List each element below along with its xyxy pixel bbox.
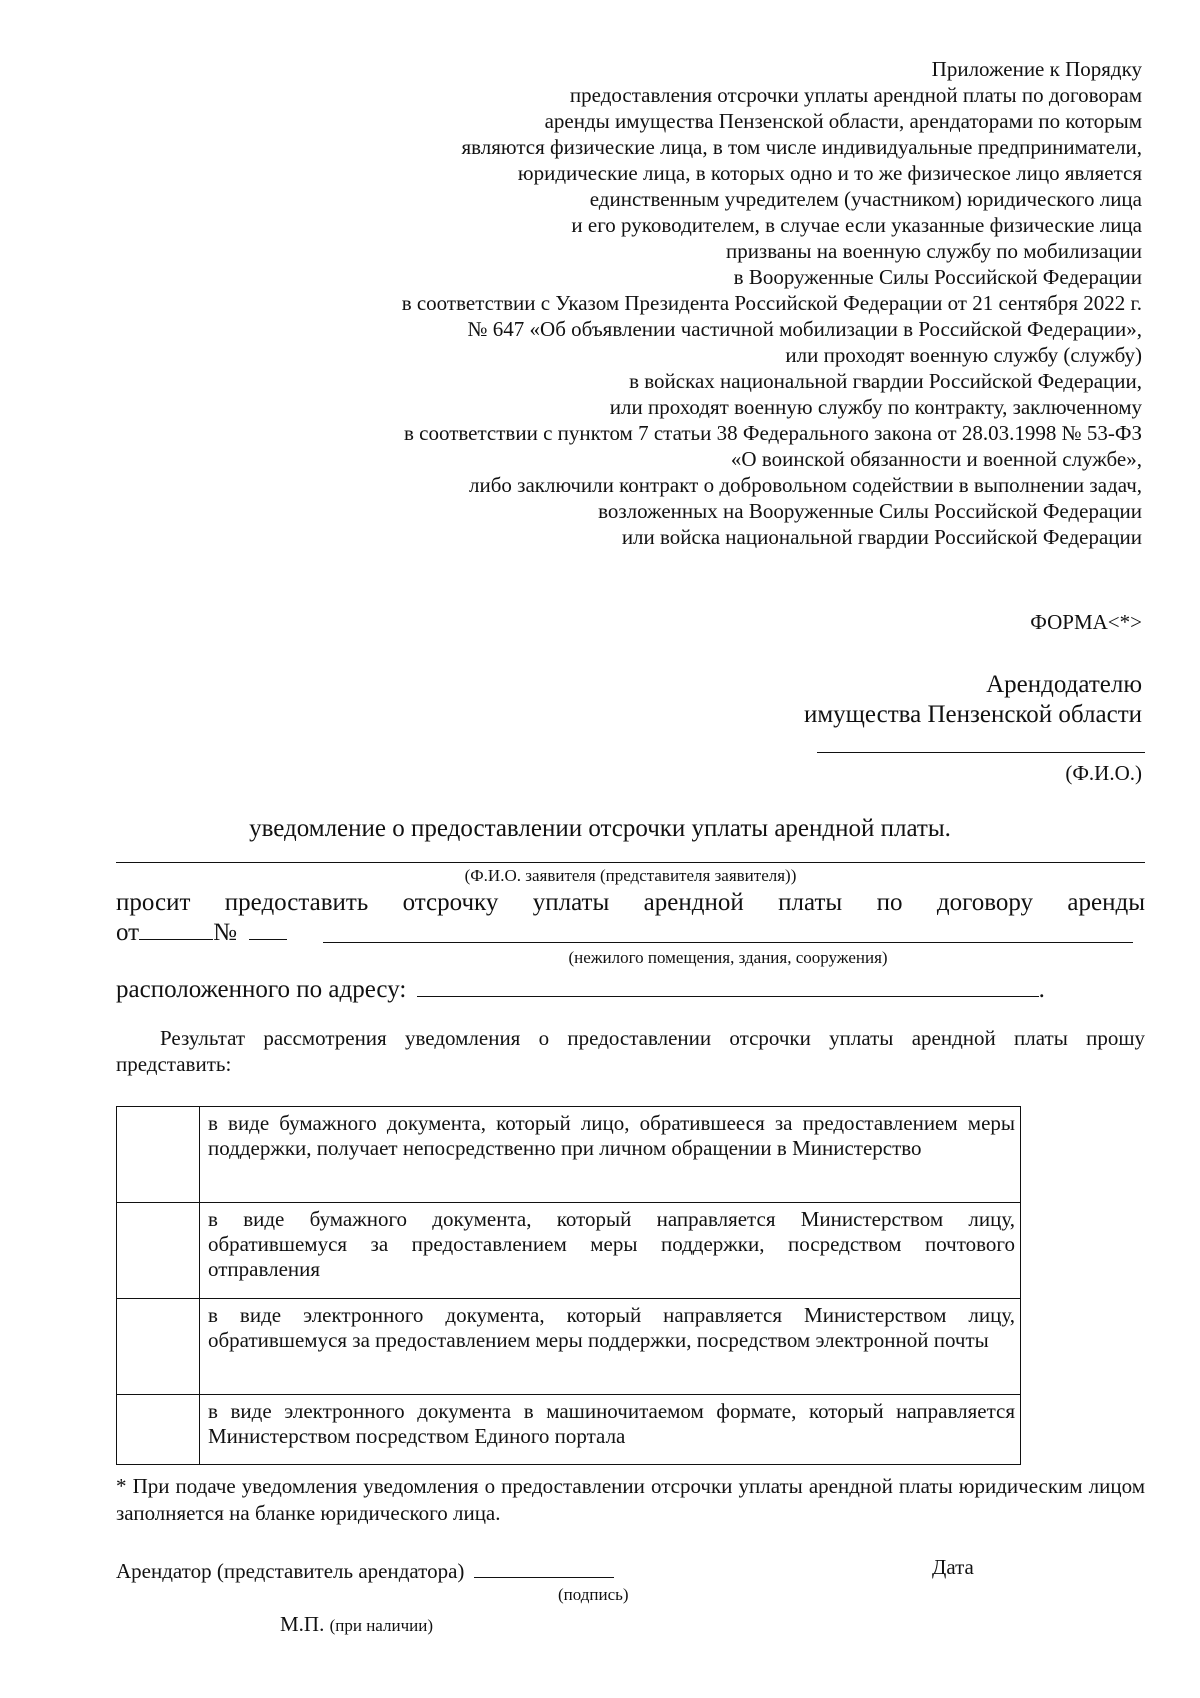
addressee-fio-field[interactable] [817, 752, 1145, 753]
appendix-line: и его руководителем, в случае если указанные физические лица [571, 213, 1142, 237]
seal-label: М.П. [280, 1612, 325, 1636]
appendix-line: «О воинской обязанности и военной службе», [730, 447, 1142, 471]
addressee-title: Арендодателю [986, 671, 1142, 698]
option-checkbox[interactable] [117, 1107, 200, 1203]
appendix-line: или проходят военную службу по контракту, заключенному [609, 395, 1142, 419]
notice-title: уведомление о предоставлении отсрочки уплаты арендной платы. [249, 815, 951, 842]
appendix-line: Приложение к Порядку [931, 57, 1142, 81]
form-label: ФОРМА<*> [1030, 610, 1142, 634]
appendix-line: призваны на военную службу по мобилизации [725, 239, 1142, 263]
address-label: расположенного по адресу: [116, 976, 407, 1003]
appendix-line: в войсках национальной гвардии Российской Федерации, [629, 369, 1142, 393]
applicant-caption: (Ф.И.О. заявителя (представителя заявителя)) [464, 866, 797, 885]
date-label: Дата [932, 1555, 974, 1579]
option-text: в виде бумажного документа, который лицо, обратившееся за предоставлением меры поддержки, получает непосредственно при личном обращении в Министерство [200, 1107, 1021, 1203]
option-text: в виде бумажного документа, который направляется Министерством лицу, обратившемуся за предоставлением меры поддержки, посредством почтового отправления [200, 1203, 1021, 1299]
seal-row [280, 1612, 433, 1637]
appendix-line: № 647 «Об объявлении частичной мобилизации в Российской Федерации», [467, 317, 1142, 341]
address-field[interactable] [417, 974, 1039, 997]
address-end: . [1038, 976, 1045, 1003]
appendix-line: в соответствии с Указом Президента Российской Федерации от 21 сентября 2022 г. [401, 291, 1142, 315]
appendix-line: в соответствии с пунктом 7 статьи 38 Федерального закона от 28.03.1998 № 53-ФЗ [404, 421, 1142, 445]
table-row [117, 1203, 1021, 1299]
date-from-label: от [116, 919, 140, 946]
footnote: * При подаче уведомления уведомления о предоставлении отсрочки уплаты арендной платы юридическим лицом заполняется на бланке юридического лица. [116, 1474, 1145, 1525]
table-row [117, 1395, 1021, 1465]
signature-caption: (подпись) [558, 1585, 629, 1604]
applicant-name-field[interactable] [116, 862, 1145, 863]
appendix-line: юридические лица, в которых одно и то же физическое лицо является [517, 161, 1142, 185]
number-sign: № [213, 919, 237, 946]
option-text: в виде электронного документа в машиночитаемом формате, который направляется Министерством посредством Единого портала [200, 1395, 1021, 1465]
appendix-line: единственным учредителем (участником) юридического лица [589, 187, 1142, 211]
option-checkbox[interactable] [117, 1203, 200, 1299]
option-text: в виде электронного документа, который направляется Министерством лицу, обратившемуся за предоставлением меры поддержки, посредством электронной почты [200, 1299, 1021, 1395]
seal-note: (при наличии) [329, 1616, 433, 1635]
signature-field[interactable] [474, 1555, 614, 1578]
premises-field[interactable] [323, 942, 1133, 943]
option-checkbox[interactable] [117, 1395, 200, 1465]
contract-row [116, 917, 287, 947]
appendix-line: являются физические лица, в том числе индивидуальные предприниматели, [461, 135, 1142, 159]
appendix-line: в Вооруженные Силы Российской Федерации [733, 265, 1142, 289]
addressee-fio-caption: (Ф.И.О.) [1065, 761, 1142, 785]
contract-date-field[interactable] [139, 917, 213, 940]
table-row [117, 1299, 1021, 1395]
appendix-line: предоставления отсрочки уплаты арендной платы по договорам [569, 83, 1142, 107]
option-checkbox[interactable] [117, 1299, 200, 1395]
contract-number-field[interactable] [249, 917, 287, 940]
result-request-text: Результат рассмотрения уведомления о предоставлении отсрочки уплаты арендной платы прошу представить: [116, 1026, 1145, 1076]
address-row [116, 974, 1045, 1004]
signer-row [116, 1555, 614, 1584]
request-text: просит предоставить отсрочку уплаты арендной платы по договору аренды [116, 889, 1145, 916]
table-row [117, 1107, 1021, 1203]
appendix-line: возложенных на Вооруженные Силы Российской Федерации [598, 499, 1142, 523]
delivery-options-table [116, 1106, 1021, 1465]
addressee-org: имущества Пензенской области [803, 701, 1142, 728]
appendix-line: или проходят военную службу (службу) [785, 343, 1142, 367]
appendix-line: аренды имущества Пензенской области, арендаторами по которым [544, 109, 1142, 133]
premises-caption: (нежилого помещения, здания, сооружения) [568, 948, 888, 967]
appendix-line: либо заключили контракт о добровольном содействии в выполнении задач, [469, 473, 1142, 497]
signer-label: Арендатор (представитель арендатора) [116, 1559, 465, 1583]
appendix-line: или войска национальной гвардии Российской Федерации [621, 525, 1142, 549]
